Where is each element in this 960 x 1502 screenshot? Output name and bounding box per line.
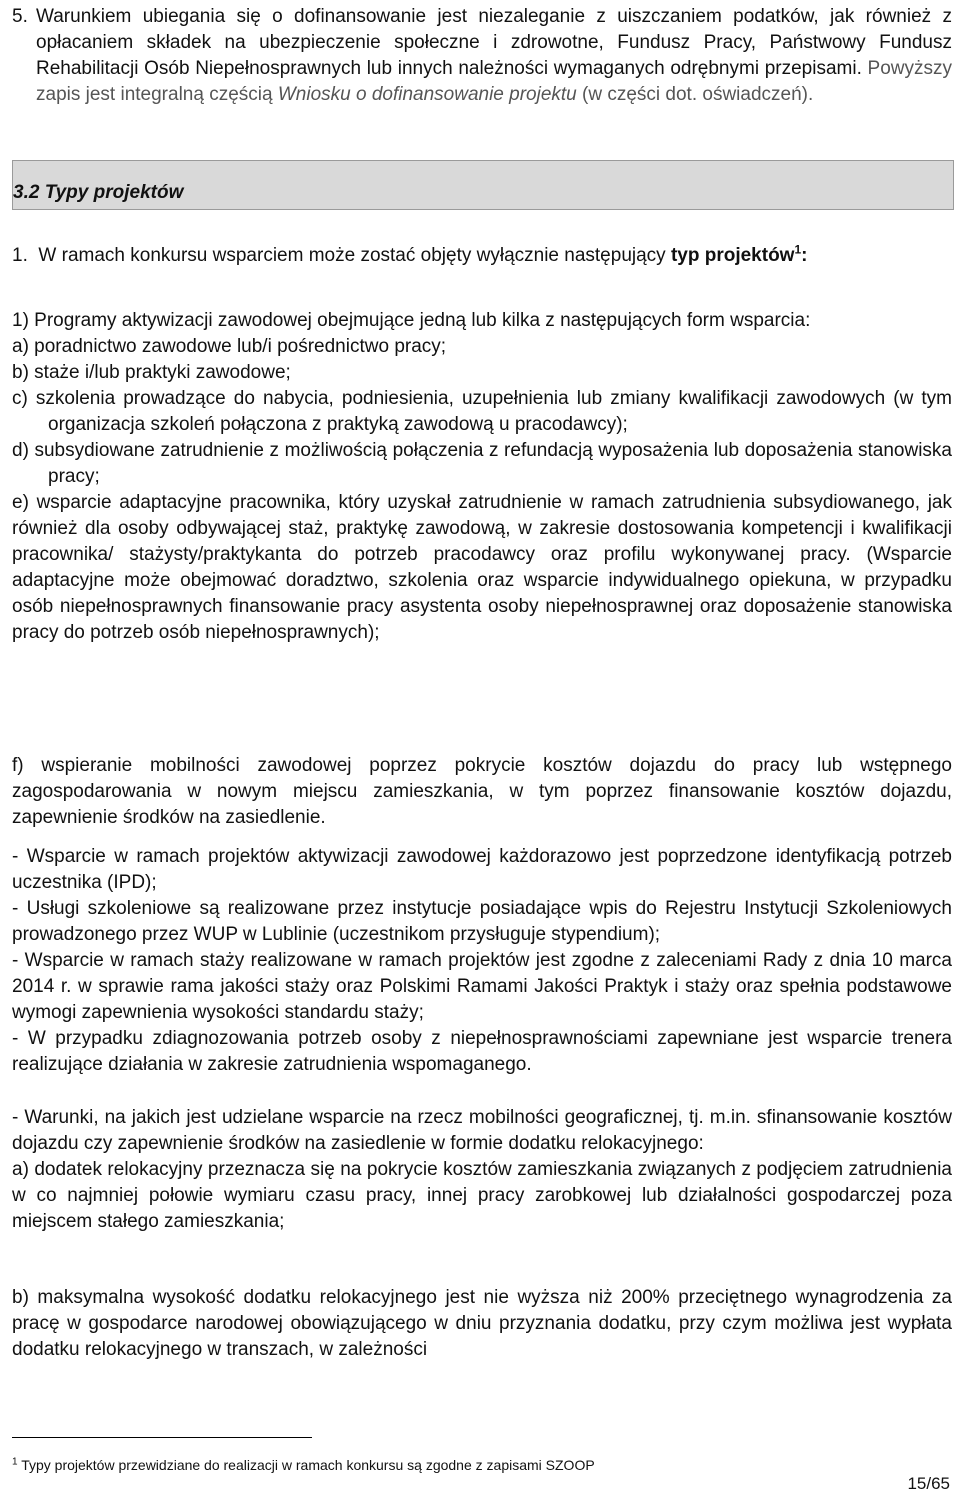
form-item-b: b) staże i/lub praktyki zawodowe; bbox=[12, 362, 291, 383]
intro-paragraph bbox=[12, 4, 952, 108]
form-item-f bbox=[12, 753, 952, 831]
intro-body bbox=[36, 4, 952, 108]
footnote-mark: 1 bbox=[12, 1456, 18, 1468]
intro-text-main: Warunkiem ubiegania się o dofinansowanie jest niezaleganie z uiszczaniem podatków, jak również z opłacaniem składek na ubezpieczenie społeczne i zdrowotne, Fundusz Pracy, Państwowy Fundusz Rehabilitacji Osób Niepełnosprawnych lub innych należności wymaganych odrębnymi przepisami. bbox=[36, 6, 952, 79]
intro-text-gray-a: Powyższy zapis jest integralną częścią bbox=[36, 58, 952, 105]
intro-text-gray-b: (w części dot. oświadczeń). bbox=[576, 84, 814, 105]
programy-text: 1) Programy aktywizacji zawodowej obejmujące jedną lub kilka z następujących form wsparcia: bbox=[12, 310, 811, 331]
intro-text-gray-italic: Wniosku o dofinansowanie projektu bbox=[277, 84, 577, 105]
item1-footnote-mark: 1 bbox=[794, 242, 802, 257]
page-number: 15/65 bbox=[907, 1474, 950, 1493]
item1-text-line bbox=[12, 243, 952, 269]
item1-colon: : bbox=[801, 245, 808, 266]
form-item-f-text: f) wspieranie mobilności zawodowej poprzez pokrycie kosztów dojazdu do pracy lub wstępnego zagospodarowania w nowym miejscu zamieszkania, w tym poprzez finansowanie kosztów dojazdu, zapewnienie środków na zasiedlenie. bbox=[12, 755, 952, 828]
section-heading-box bbox=[12, 160, 954, 210]
mobility-intro: - Warunki, na jakich jest udzielane wsparcie na rzecz mobilności geograficznej, tj. m.in. sfinansowanie kosztów dojazdu czy zapewnienie środków na zasiedlenie w formie dodatku relokacyjnego: bbox=[12, 1107, 952, 1154]
mobility-item-a: a) dodatek relokacyjny przeznacza się na pokrycie kosztów zamieszkania związanych z podjęciem zatrudnienia w co najmniej połowie wymiaru czasu pracy, innej pracy zarobkowej lub działalności gospodarczej poza miejscem stałego zamieszkania; bbox=[12, 1159, 952, 1232]
item1-number: 1. bbox=[12, 245, 28, 266]
dash-note: - Usługi szkoleniowe są realizowane przez instytucje posiadające wpis do Rejestru Instytucji Szkoleniowych prowadzonego przez WUP w Lublinie (uczestnikom przysługuje stypendium); bbox=[12, 898, 952, 945]
footnote-rule bbox=[12, 1437, 312, 1438]
form-item-d: d) subsydiowane zatrudnienie z możliwością połączenia z refundacją wyposażenia lub doposażenia stanowiska pracy; bbox=[12, 440, 952, 487]
footnote bbox=[12, 1457, 595, 1473]
item1-paragraph bbox=[12, 243, 952, 269]
intro-number: 5. bbox=[12, 6, 28, 27]
item1-bold-a: typ bbox=[670, 245, 700, 266]
section-heading: 3.2 Typy projektów bbox=[13, 182, 184, 203]
form-item-e: e) wsparcie adaptacyjne pracownika, który uzyskał zatrudnienie w ramach zatrudnienia subsydiowanego, jak również dla osoby odbywającej staż, praktykę zawodową, w zakresie dostosowania kompetencji i kwalifikacji pracownika/ stażysty/praktykanta do potrzeb pracodawcy oraz profilu wykonywanej pracy. (Wsparcie adaptacyjne może obejmować doradztwo, szkolenia oraz wsparcie indywidualnego opiekuna, w przypadku osób niepełnosprawnych finansowanie pracy asystenta osoby niepełnosprawnej oraz doposażenie stanowiska pracy do potrzeb osób niepełnosprawnych); bbox=[12, 492, 952, 643]
dash-note: - Wsparcie w ramach projektów aktywizacji zawodowej każdorazowo jest poprzedzone identyfikacją potrzeb uczestnika (IPD); bbox=[12, 846, 952, 893]
form-item-a: a) poradnictwo zawodowe lub/i pośrednictwo pracy; bbox=[12, 336, 447, 357]
programy-block bbox=[12, 308, 952, 646]
form-item-c: c) szkolenia prowadzące do nabycia, podniesienia, uzupełnienia lub zmiany kwalifikacji zawodowych (w tym organizacja szkoleń połączona z praktyką zawodową u pracodawcy); bbox=[12, 388, 952, 435]
item1-text: W ramach konkursu wsparciem może zostać objęty wyłącznie następujący bbox=[38, 245, 671, 266]
footnote-text: Typy projektów przewidziane do realizacji w ramach konkursu są zgodne z zapisami SZOOP bbox=[17, 1457, 595, 1473]
mobility-item-b bbox=[12, 1285, 952, 1363]
mobility-item-b-text: b) maksymalna wysokość dodatku relokacyjnego jest nie wyższa niż 200% przeciętnego wynagrodzenia za pracę w gospodarce narodowej obowiązującego w dniu przyznania dodatku, przy czym możliwa jest wypłata dodatku relokacyjnego w transzach, w zależności bbox=[12, 1287, 952, 1360]
dash-note: - W przypadku zdiagnozowania potrzeb osoby z niepełnosprawnościami zapewniane jest wsparcie trenera realizujące działania w zakresie zatrudnienia wspomaganego. bbox=[12, 1028, 952, 1075]
dash-notes bbox=[12, 844, 952, 1078]
mobility-block bbox=[12, 1105, 952, 1235]
item1-bold-b: projektów bbox=[704, 245, 795, 266]
dash-note: - Wsparcie w ramach staży realizowane w ramach projektów jest zgodne z zaleceniami Rady z dnia 10 marca 2014 r. w sprawie rama jakości staży oraz Polskimi Ramami Jakości Praktyk i staży oraz spełnia podstawowe wymogi zapewnienia wysokości standardu staży; bbox=[12, 950, 952, 1023]
